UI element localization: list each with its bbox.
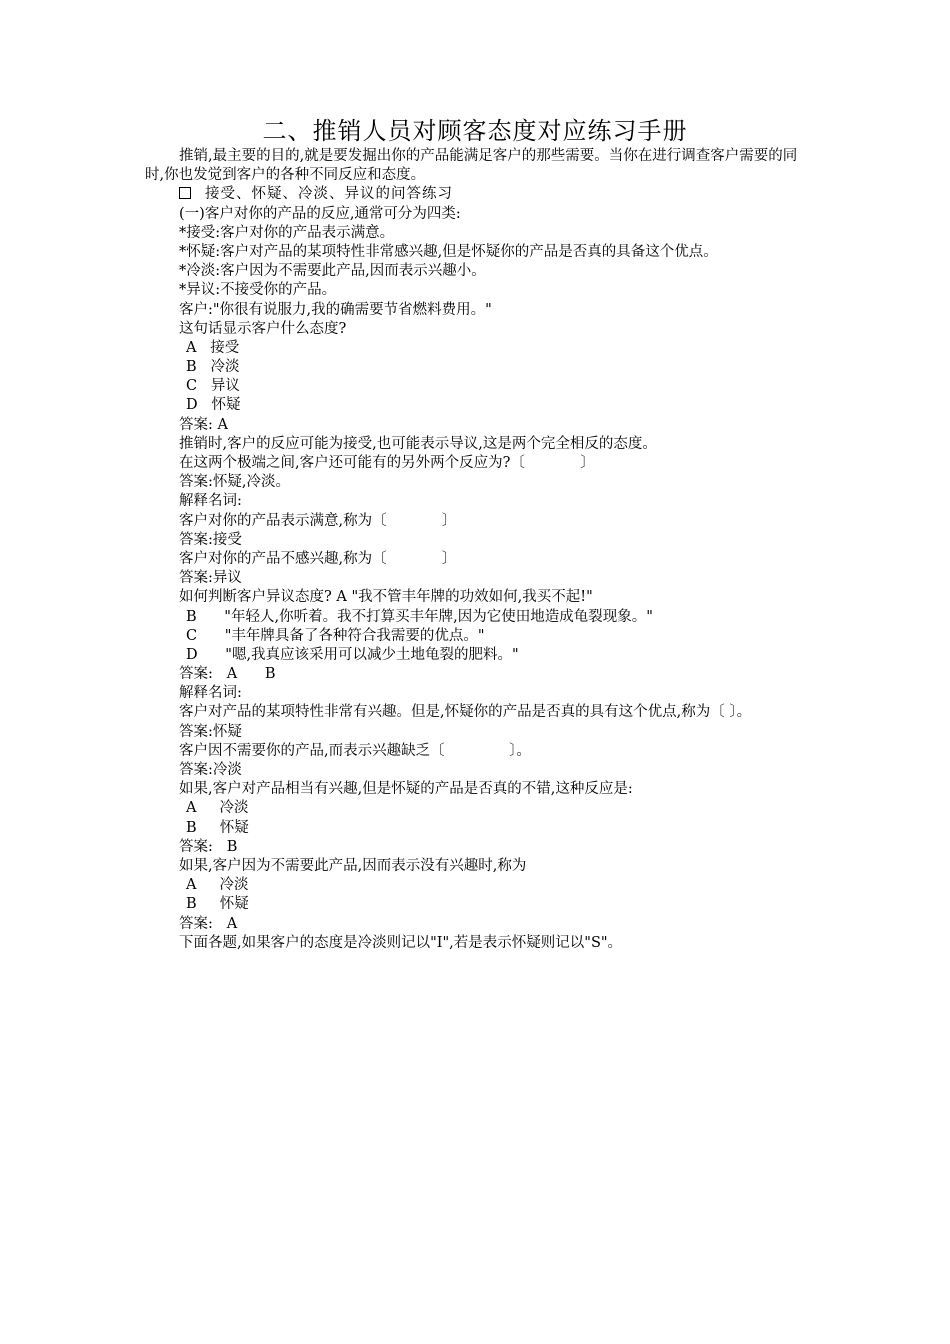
intro-paragraph: 推销,最主要的目的,就是要发掘出你的产品能满足客户的那些需要。当你在进行调查客户需要的同时,你也发觉到客户的各种不同反应和态度。 [145,148,798,184]
long-question: 客户对产品的某项特性非常有兴趣。但是,怀疑你的产品是否真的具有这个优点,称为〔 〕。 [179,704,752,721]
text-line: 解释名词: [179,685,242,702]
document-body [145,147,810,953]
text-line: 客户因不需要你的产品,而表示兴趣缺乏〔 〕。 [179,742,531,759]
text-line: 解释名词: [179,493,242,510]
text-line: 下面各题,如果客户的态度是冷淡则记以"I",若是表示怀疑则记以"S"。 [179,934,623,951]
text-line: 客户:"你很有说服力,我的确需要节省燃料费用。" [179,301,492,318]
text-line: *怀疑:客户对产品的某项特性非常感兴趣,但是怀疑你的产品是否真的具备这个优点。 [179,243,718,260]
text-line: *异议:不接受你的产品。 [179,282,337,299]
section-heading-text: 接受、怀疑、冷淡、异议的问答练习 [205,186,453,203]
answer-line: 答案: A [179,915,238,932]
text-line: 客户对你的产品不感兴趣,称为〔 〕 [179,550,457,567]
answer-line: 答案:怀疑 [179,723,242,740]
option-line: C "丰年牌具备了各种符合我需要的优点。" [186,627,485,644]
text-line: 如果,客户因为不需要此产品,因而表示没有兴趣时,称为 [179,857,527,874]
option-line: D 怀疑 [186,397,241,414]
option-line: B "年轻人,你听着。我不打算买丰年牌,因为它使田地造成龟裂现象。" [186,608,653,625]
option-line: C 异议 [186,378,240,395]
option-line: A 接受 [186,339,240,356]
answer-line: 答案: A B [179,666,276,683]
option-line: A 冷淡 [186,877,249,894]
text-line: *接受:客户对你的产品表示满意。 [179,224,395,241]
checkbox-icon [179,187,191,199]
option-line: B 怀疑 [186,819,249,836]
answer-line: 答案:冷淡 [179,762,242,779]
text-line: 客户对你的产品表示满意,称为〔 〕 [179,512,457,529]
section-heading [145,185,810,204]
answer-line: 答案: B [179,838,238,855]
option-line: B 冷淡 [186,359,240,376]
text-line: 这句话显示客户什么态度? [179,320,347,337]
document-title: 二、推销人员对顾客态度对应练习手册 [262,117,688,145]
answer-line: 答案: A [179,416,228,433]
answer-line: 答案:怀疑,冷淡。 [179,474,290,491]
text-line: 如果,客户对产品相当有兴趣,但是怀疑的产品是否真的不错,这种反应是: [179,781,633,798]
option-line: D "嗯,我真应该采用可以减少土地龟裂的肥料。" [186,646,519,663]
option-line: B 怀疑 [186,896,249,913]
text-line: 如何判断客户异议态度? A "我不管丰年牌的功效如何,我买不起!" [179,589,593,606]
text-line: (一)客户对你的产品的反应,通常可分为四类: [179,205,461,222]
text-line: 在这两个极端之间,客户还可能有的另外两个反应为?〔 〕 [179,455,595,472]
answer-line: 答案:接受 [179,531,242,548]
answer-line: 答案:异议 [179,570,242,587]
option-line: A 冷淡 [186,800,249,817]
text-line: 推销时,客户的反应可能为接受,也可能表示导议,这是两个完全相反的态度。 [179,435,657,452]
text-line: *冷淡:客户因为不需要此产品,因而表示兴趣小。 [179,263,486,280]
